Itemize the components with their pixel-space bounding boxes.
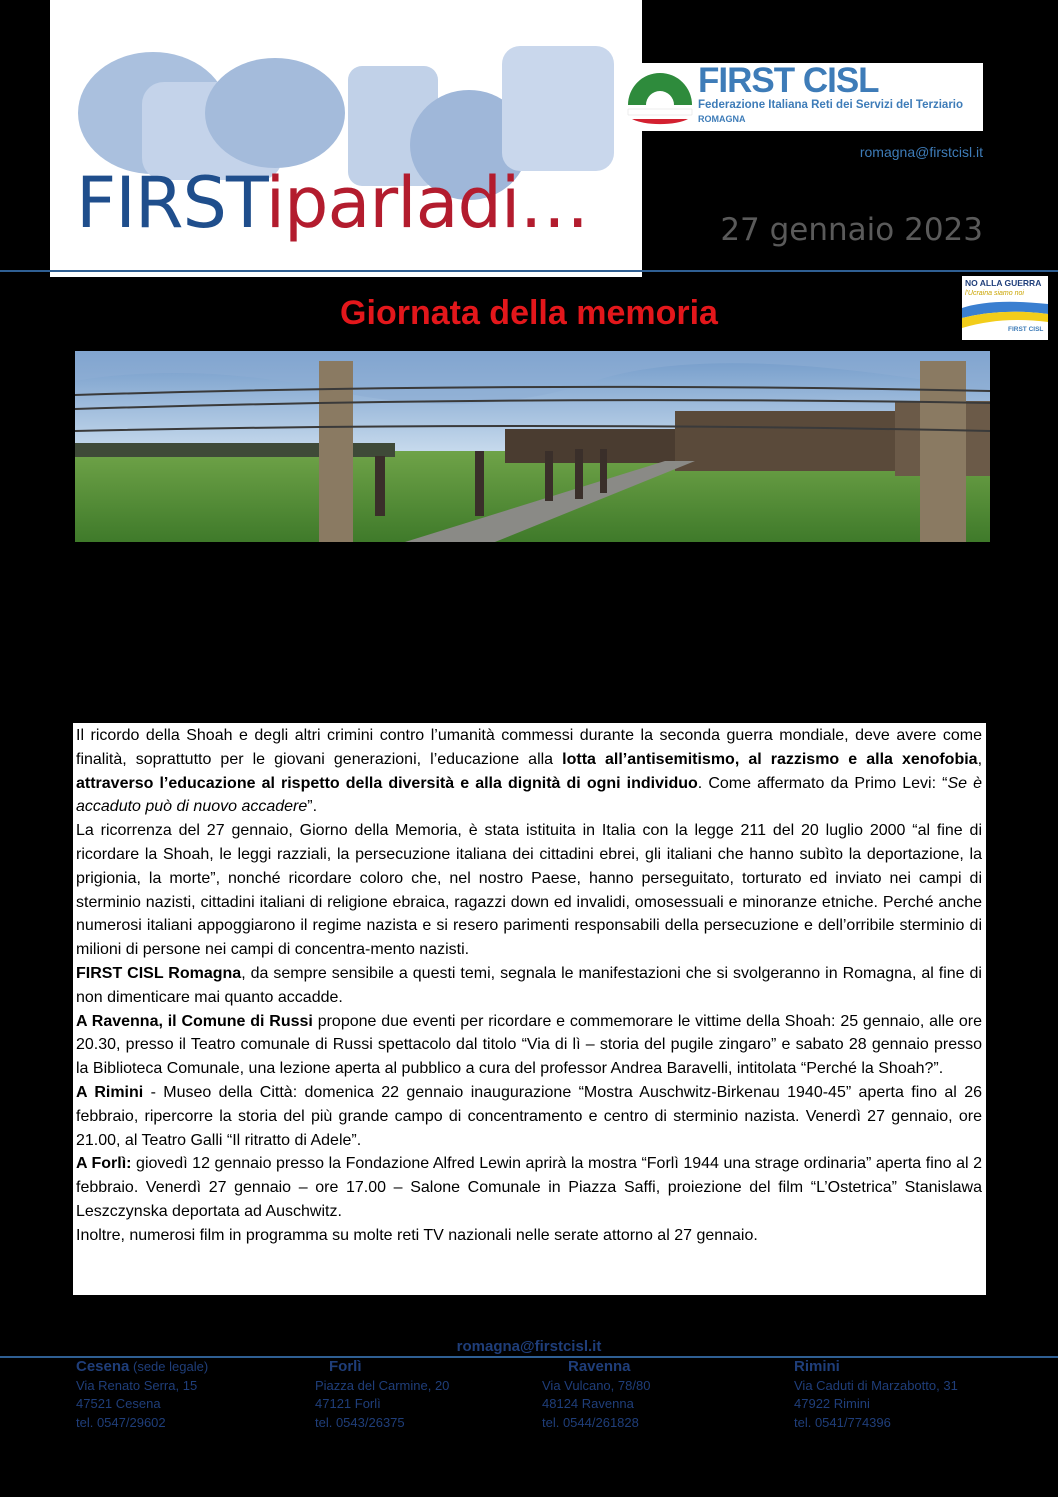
office-city: Ravenna	[568, 1358, 631, 1375]
newsletter-title-rest: iparladi…	[265, 162, 589, 244]
article-bold-text: FIRST CISL Romagna	[76, 964, 242, 982]
memorial-camp-photo	[75, 351, 990, 542]
office-street: Via Vulcano, 78/80	[542, 1377, 651, 1393]
office-phone[interactable]: tel. 0541/774396	[794, 1414, 891, 1430]
footer-email-link[interactable]: romagna@firstcisl.it	[456, 1338, 602, 1355]
primo-levi-quote: Se è accaduto può di nuovo accadere	[76, 774, 982, 816]
article-text: ,	[977, 750, 983, 768]
article-paragraph: Inoltre, numerosi film in programma su molte reti TV nazionali nelle serate attorno al 27 gennaio.	[76, 1226, 758, 1244]
article-text: propone due eventi per ricordare e commemorare le vittime della Shoah: 25 gennaio, alle ore 20.30, presso il Teatro comunale di Russi spettacolo dal titolo “Via di lì – storia del pugile zingaro” e sabato 28 gennaio presso la Biblioteca Comunale, una lezione aperta al pubblico a cura del professor Andrea Baravelli, intitolata “Perché la Shoah?”.	[76, 1012, 982, 1078]
article-paragraph	[76, 962, 982, 1010]
speech-bubble-graphic	[502, 46, 614, 171]
article-text: Il ricordo della Shoah e degli altri crimini contro l’umanità commessi durante la seconda guerra mondiale, deve avere come finalità, soprattutto per le giovani generazioni, l’educazione alla	[76, 727, 982, 768]
office-city: Rimini	[794, 1358, 840, 1375]
article-text: - Museo della Città: domenica 22 gennaio inaugurazione “Mostra Auschwitz-Birkenau 1940-45” aperta fino al 26 febbraio, ripercorre la storia del più grande campo di concentramento e centro di sterminio nazista. Venerdì 27 gennaio, ore 21.00, al Teatro Galli “Il ritratto di Adele”.	[76, 1083, 983, 1149]
logo-region: ROMAGNA	[698, 114, 746, 124]
logo-mark-icon	[626, 65, 694, 129]
office-city: Forlì	[329, 1358, 362, 1375]
office-zip: 48124 Ravenna	[542, 1396, 634, 1411]
article-text: giovedì 12 gennaio presso la Fondazione Alfred Lewin aprirà la mostra “Forlì 1944 una strage ordinaria” aperta fino al 2 febbraio. Venerdì 27 gennaio – ore 17.00 – Salone Comunale in Piazza Saffi, proiezione del film “L’Ostetrica” Stanislawa Leszczynska deportata ad Auschwitz.	[76, 1155, 982, 1220]
page-title: Giornata della memoria	[340, 294, 718, 332]
office-zip: 47922 Rimini	[794, 1396, 870, 1411]
article-body	[73, 723, 986, 1295]
office-street: Via Caduti di Marzabotto, 31	[794, 1377, 958, 1393]
office-phone[interactable]: tel. 0544/261828	[542, 1414, 639, 1430]
first-cisl-logo	[622, 63, 983, 131]
speech-bubble-graphic	[205, 58, 345, 168]
article-paragraph	[76, 1081, 982, 1152]
newsletter-title-first: FIRST	[76, 162, 266, 244]
office-zip: 47121 Forlì	[315, 1396, 381, 1411]
office-street: Via Renato Serra, 15	[76, 1377, 198, 1393]
header-divider	[0, 270, 1058, 272]
article-text: ”.	[307, 798, 318, 816]
masthead	[50, 0, 642, 277]
badge-title: NO ALLA GUERRA	[965, 278, 1042, 288]
camp-photo-illustration	[75, 351, 990, 542]
article-text: . Come affermato da Primo Levi: “	[697, 774, 948, 792]
article-paragraph	[76, 1152, 982, 1223]
office-phone[interactable]: tel. 0543/26375	[315, 1414, 405, 1430]
logo-name: FIRST CISL	[698, 61, 879, 100]
badge-logo: FIRST CISL	[1008, 326, 1044, 333]
logo-subtitle: Federazione Italiana Reti dei Servizi del Terziario	[698, 99, 964, 111]
article-bold-text: attraverso l’educazione al rispetto della diversità e alla dignità di ogni individuo	[76, 774, 698, 792]
office-city: Cesena	[76, 1358, 130, 1375]
article-paragraph	[76, 724, 982, 819]
footer-office-rimini	[794, 1358, 958, 1432]
office-street: Piazza del Carmine, 20	[315, 1377, 450, 1393]
header-email-link[interactable]: romagna@firstcisl.it	[859, 144, 983, 160]
article-bold-text: A Rimini	[76, 1083, 144, 1101]
article-bold-text: lotta all’antisemitismo, al razzismo e alla xenofobia	[562, 750, 978, 768]
article-bold-text: A Forlì:	[76, 1155, 132, 1173]
badge-subtitle: l'Ucraina siamo noi	[965, 290, 1024, 297]
article-bold-text: A Ravenna, il Comune di Russi	[76, 1012, 313, 1030]
article-paragraph: La ricorrenza del 27 gennaio, Giorno della Memoria, è stata istituita in Italia con la legge 211 del 20 luglio 2000 “al fine di ricordare la Shoah, le leggi razziali, la persecuzione italiana dei cittadini ebrei, gli italiani che hanno subìto la deportazione, la prigionia, la morte”, nonché ricordare coloro che, nel nostro Paese, hanno perseguitato, torturato ed inviato nei campi di sterminio nazisti, cittadini italiani di religione ebraica, ragazzi down ed invalidi, omosessuali e minoranze etniche. Perché anche numerosi italiani appoggiarono il regime nazista e si resero parimenti responsabili della persecuzione e dell’orribile sterminio di milioni di persone nei campi di concentra-mento nazisti.	[76, 822, 982, 959]
footer-office-ravenna	[542, 1358, 650, 1432]
office-note: (sede legale)	[133, 1359, 209, 1374]
footer-office-forli	[315, 1358, 449, 1432]
issue-date: 27 gennaio 2023	[720, 212, 983, 248]
article-paragraph	[76, 1010, 982, 1081]
article-text: , da sempre sensibile a questi temi, segnala le manifestazioni che si svolgeranno in Romagna, al fine di non dimenticare mai quanto accadde.	[76, 964, 982, 1006]
newsletter-title	[76, 162, 589, 244]
office-zip: 47521 Cesena	[76, 1396, 161, 1411]
office-phone[interactable]: tel. 0547/29602	[76, 1414, 166, 1430]
footer-office-cesena	[76, 1358, 208, 1432]
